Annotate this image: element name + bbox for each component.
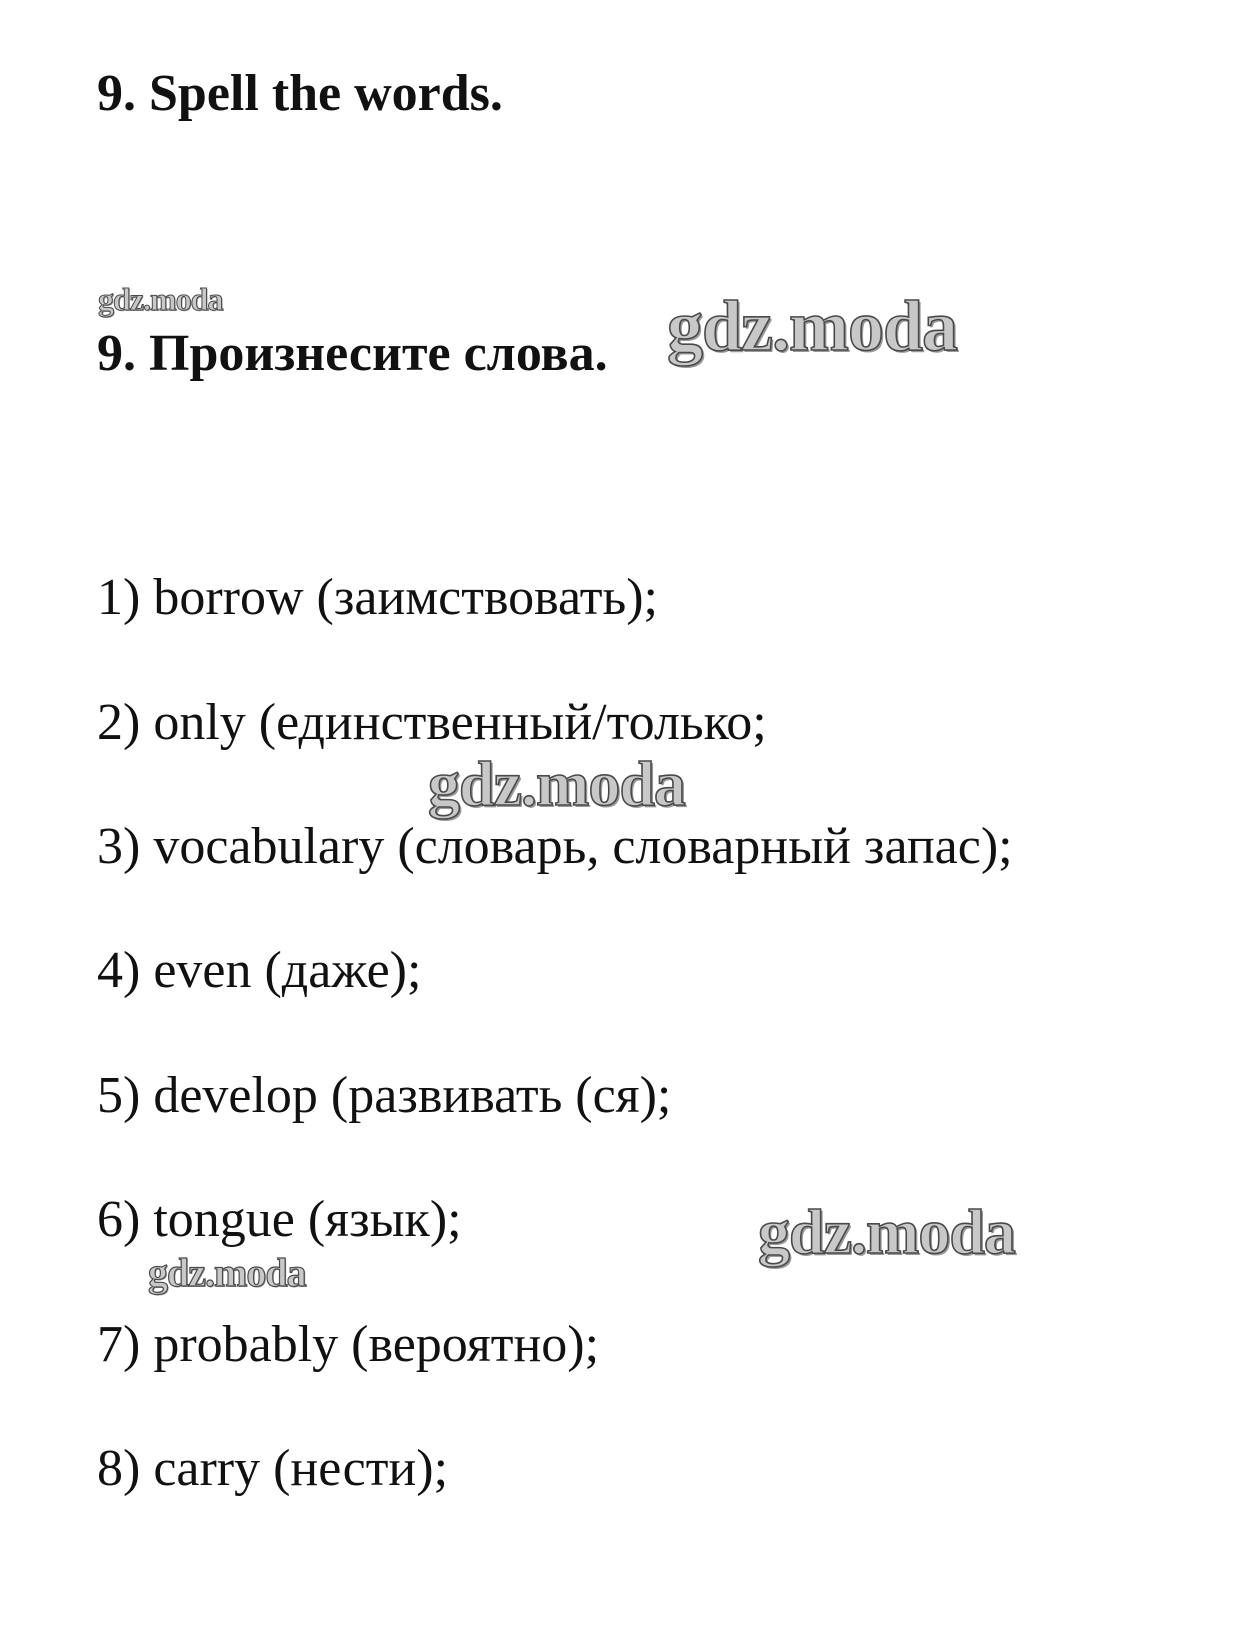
list-item: 4) even (даже);	[97, 942, 422, 999]
watermark: gdz.moda	[148, 1250, 306, 1295]
list-item: 5) develop (развивать (ся);	[97, 1067, 672, 1124]
list-item: 8) carry (нести);	[97, 1440, 449, 1497]
list-item: 6) tongue (язык);	[97, 1191, 462, 1248]
exercise-title-english: 9. Spell the words.	[97, 65, 503, 122]
list-item: 3) vocabulary (словарь, словарный запас);	[97, 818, 1013, 875]
list-item: 1) borrow (заимствовать);	[97, 569, 658, 626]
watermark: gdz.moda	[98, 281, 223, 317]
watermark: gdz.moda	[758, 1196, 1015, 1267]
watermark: gdz.moda	[428, 748, 685, 819]
list-item: 2) only (единственный/только;	[97, 694, 767, 751]
exercise-title-russian: 9. Произнесите слова.	[97, 325, 608, 382]
watermark: gdz.moda	[667, 286, 958, 366]
list-item: 7) probably (вероятно);	[97, 1316, 600, 1373]
